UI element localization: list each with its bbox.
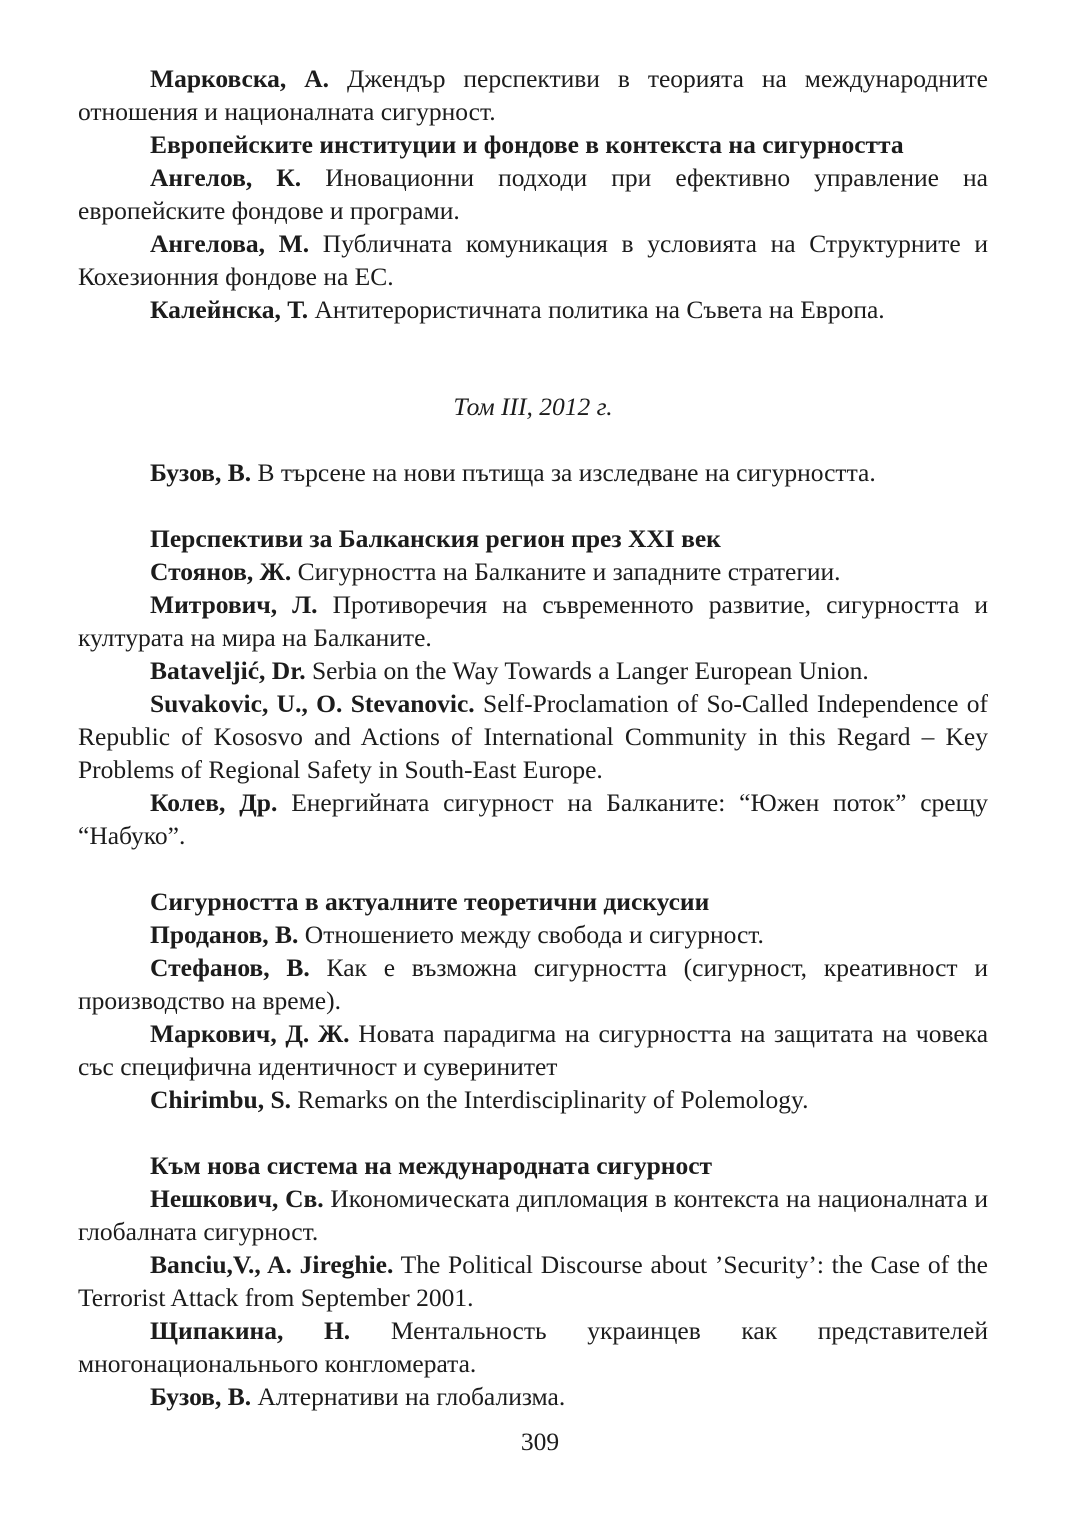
entry-author: Suvakovic, U., O. Stevanovic. [150, 689, 475, 718]
entry-title: Противоречия на съвременното развитие, сигурността и културата на мира на Балканите. [78, 590, 988, 652]
entry-author: Маркович, Д. Ж. [150, 1019, 350, 1048]
entry-author: Марковска, А. [150, 64, 330, 93]
entry-title: В търсене на нови пътища за изследване на сигурността. [257, 458, 876, 487]
entry-title: Алтернативи на глобализма. [257, 1382, 566, 1411]
entry-author: Калейнска, Т. [150, 295, 309, 324]
spacer [78, 423, 988, 456]
entry-title: Remarks on the Interdisciplinarity of Polemology. [297, 1085, 809, 1114]
entry-author: Ангелова, М. [150, 229, 310, 258]
spacer [78, 326, 988, 390]
bibliography-entry [78, 1083, 988, 1116]
entry-title: Икономическата дипломация в контекста на националната и глобалната сигурност. [78, 1184, 989, 1246]
entry-title: Serbia on the Way Towards a Langer European Union. [311, 656, 869, 685]
entry-author: Нешкович, Св. [150, 1184, 324, 1213]
spacer [78, 489, 988, 522]
bibliography-entry [78, 1182, 988, 1248]
section-heading: Сигурността в актуалните теоретични дискусии [150, 887, 710, 916]
entry-author: Ангелов, К. [150, 163, 302, 192]
document-page [78, 62, 988, 1413]
section-heading: Перспективи за Балканския регион през XXI век [150, 524, 721, 553]
bibliography-entry [78, 293, 988, 326]
entry-author: Колев, Др. [150, 788, 278, 817]
entry-title: Сигурността на Балканите и западните стратегии. [297, 557, 841, 586]
entry-author: Бузов, В. [150, 1382, 252, 1411]
bibliography-entry [78, 687, 988, 786]
entry-author: Banciu,V., A. Jireghie. [150, 1250, 394, 1279]
entry-author: Митрович, Л. [150, 590, 318, 619]
bibliography-entry [78, 62, 988, 128]
bibliography-entry [78, 1248, 988, 1314]
entry-title: Ментальность украинцев как представителей многонациональнього конгломерата. [78, 1316, 988, 1378]
bibliography-entry [78, 161, 988, 227]
entry-title: Джендър перспективи в теорията на международните отношения и националната сигурност. [78, 64, 988, 126]
entry-title: The Political Discourse about ’Security’: the Case of the Terrorist Attack from September 2001. [78, 1250, 988, 1312]
bibliography-entry [78, 227, 988, 293]
bibliography-entry [78, 456, 988, 489]
entry-author: Бузов, В. [150, 458, 252, 487]
volume-heading: Том III, 2012 г. [453, 392, 613, 421]
bibliography-entry [78, 918, 988, 951]
bibliography-entry [78, 951, 988, 1017]
spacer [78, 1116, 988, 1149]
entry-author: Стефанов, В. [150, 953, 310, 982]
entry-author: Стоянов, Ж. [150, 557, 292, 586]
entry-title: Публичната комуникация в условията на Структурните и Кохезионния фондове на ЕС. [78, 229, 988, 291]
entry-title: Self-Proclamation of So-Called Independence of Republic of Kososvo and Actions of International Community in this Regard – Key Problems of Regional Safety in South-East Europe. [78, 689, 988, 784]
section-heading: Европейските институции и фондове в контекста на сигурността [150, 130, 904, 159]
entry-title: Енергийната сигурност на Балканите: “Южен поток” срещу “Набуко”. [78, 788, 988, 850]
bibliography-entry [78, 555, 988, 588]
entry-title: Иновационни подходи при ефективно управление на европейските фондове и програми. [78, 163, 988, 225]
entry-author: Проданов, В. [150, 920, 299, 949]
bibliography-entry [78, 786, 988, 852]
entry-author: Chirimbu, S. [150, 1085, 291, 1114]
entry-title: Отношението между свобода и сигурност. [304, 920, 764, 949]
section-heading: Към нова система на международната сигурност [150, 1151, 713, 1180]
entry-title: Как е възможна сигурността (сигурност, креативност и производство на време). [78, 953, 988, 1015]
entry-title: Новата парадигма на сигурността на защитата на човека със специфична идентичност и суверинитет [78, 1019, 989, 1081]
bibliography-entry [78, 1017, 988, 1083]
bibliography-entry [78, 1314, 988, 1380]
page-number: 309 [520, 1427, 560, 1456]
entry-author: Bataveljić, Dr. [150, 656, 306, 685]
entry-author: Щипакина, Н. [150, 1316, 351, 1345]
bibliography-entry [78, 654, 988, 687]
bibliography-entry [78, 588, 988, 654]
entry-title: Антитерористичната политика на Съвета на Европа. [314, 295, 885, 324]
bibliography-entry [78, 1380, 988, 1413]
spacer [78, 852, 988, 885]
